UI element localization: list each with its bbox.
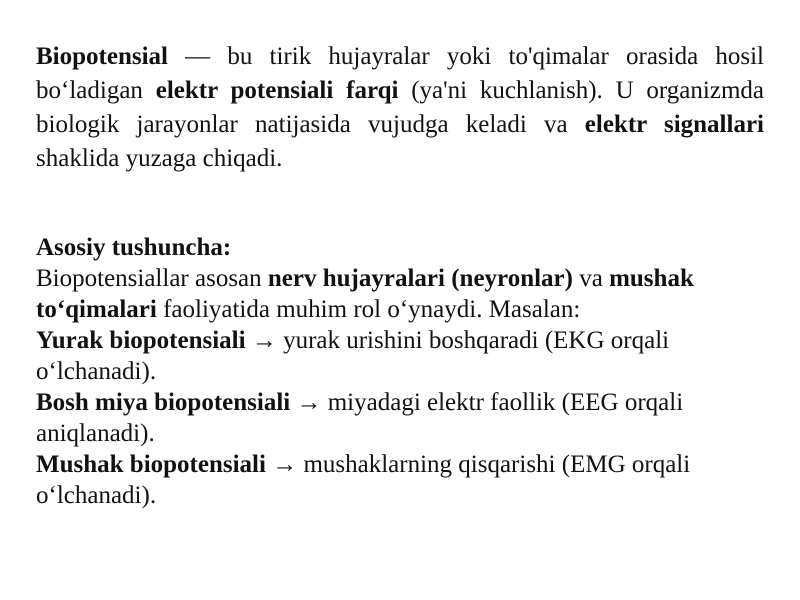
concept-text-3: faoliyatida muhim rol o‘ynaydi. Masalan: [156,296,581,323]
intro-text-2: (ya'ni kuchlanish). U organizmda biologik jarayonlar natijasida vujudga keladi va [36,77,764,138]
example-arrow: → [265,451,304,478]
example-term: Mushak biopotensiali [36,451,266,478]
concept-paragraph [36,263,764,325]
concept-text-2: va [572,265,610,292]
example-arrow: → [245,327,284,354]
intro-text-1: — bu tirik hujayralar yoki to'qimalar orasida hosil bo‘ladigan [36,43,764,104]
example-arrow: → [290,389,328,416]
example-muscle [36,449,764,511]
example-term: Bosh miya biopotensiali [36,389,291,416]
concept-heading: Asosiy tushuncha: [36,234,232,261]
example-text: mushaklarning qisqarishi (EMG orqali o‘lchanadi). [36,451,691,509]
concept-text-1: Biopotensiallar asosan [36,265,268,292]
example-brain [36,387,764,449]
intro-paragraph [36,40,764,176]
intro-bold-1: elektr potensiali farqi [155,77,399,104]
concept-bold-1: nerv hujayralari (neyronlar) [267,265,573,292]
intro-bold-2: elektr signallari [584,111,764,138]
example-term: Yurak biopotensiali [36,327,246,354]
concept-heading-line [36,232,764,263]
intro-text-3: shaklida yuzaga chiqadi. [36,145,283,172]
example-text: yurak urishini boshqaradi (EKG orqali o‘lchanadi). [36,327,670,385]
example-text: miyadagi elektr faollik (EEG orqali aniqlanadi). [36,389,684,447]
concept-bold-2: mushak to‘qimalari [36,265,694,323]
intro-term: Biopotensial [36,43,168,70]
concept-section [36,232,764,511]
example-heart [36,325,764,387]
